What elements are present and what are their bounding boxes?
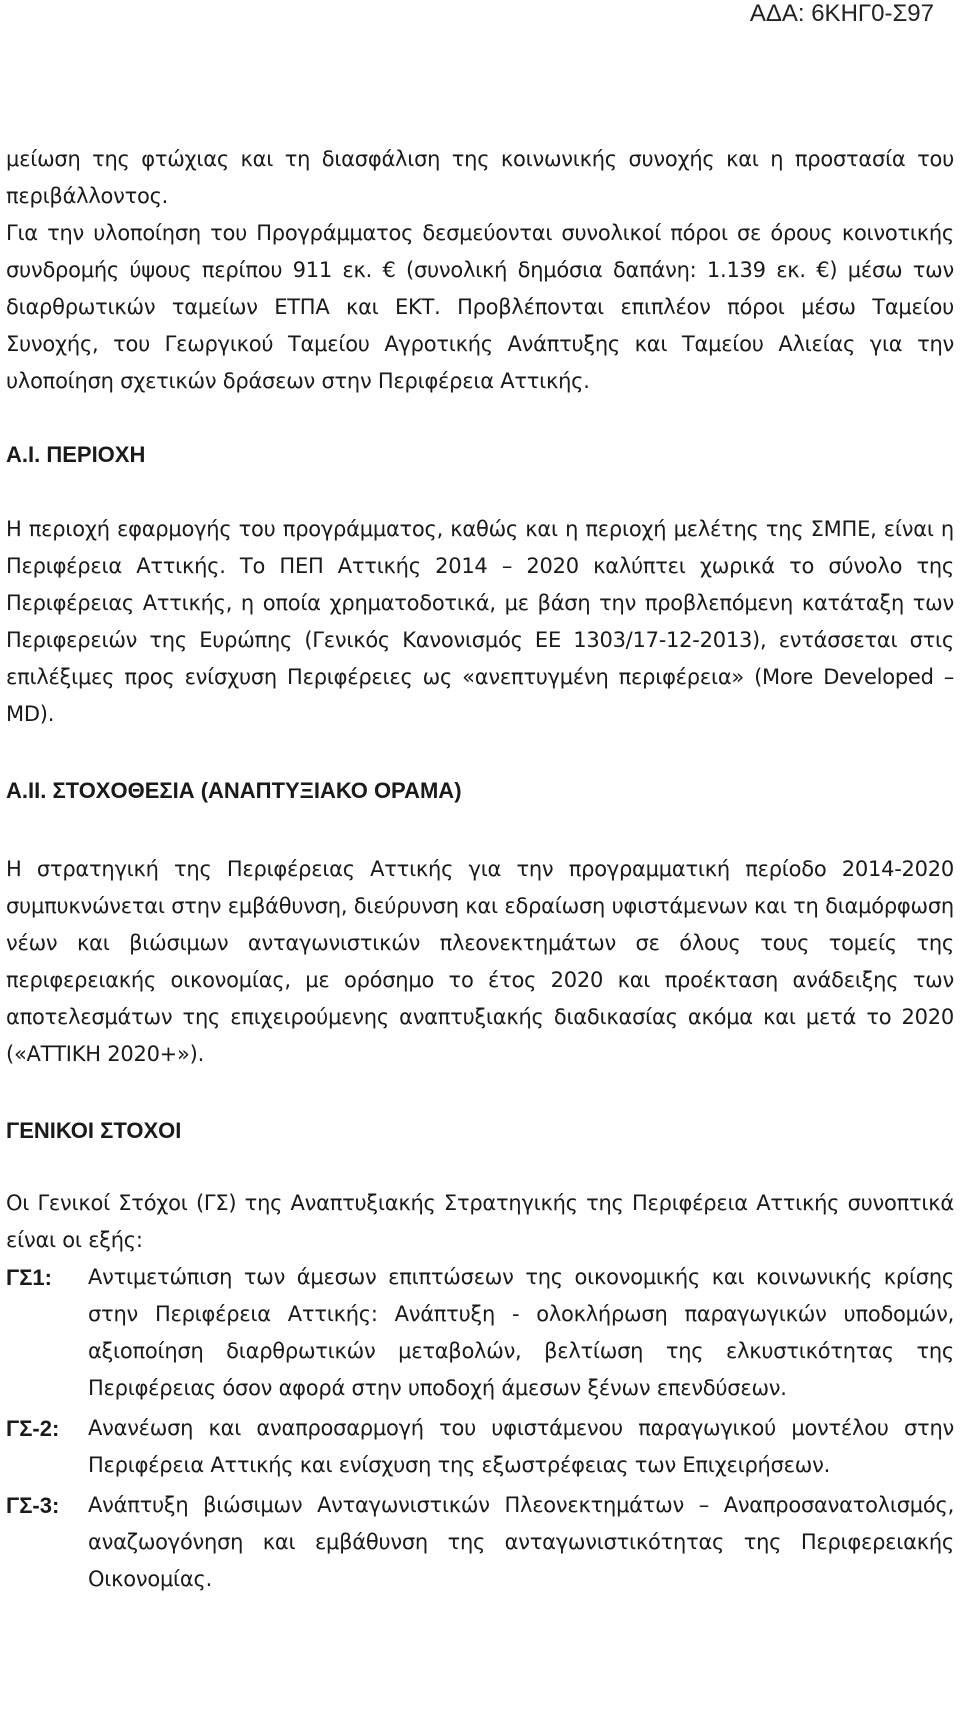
section-heading-vision: Α.ΙΙ. ΣΤΟΧΟΘΕΣΙΑ (ΑΝΑΠΤΥΞΙΑΚΟ ΟΡΑΜΑ) [6, 778, 462, 803]
spacer [6, 1149, 954, 1185]
goal-label: ΓΣ-3: [6, 1493, 60, 1518]
spacer [6, 1073, 954, 1113]
intro-paragraph-2: Για την υλοποίηση του Προγράμματος δεσμεύονται συνολικοί πόροι σε όρους κοινοτικής συνδρομής ύψους περίπου 911 εκ. € (συνολική δημόσια δαπάνη: 1.139 εκ. €) μέσω των διαρθρωτικών ταμείων ΕΤΠΑ και ΕΚΤ. Προβλέπονται επιπλέον πόροι μέσω Ταμείου Συνοχής, του Γεωργικού Ταμείου Αγροτικής Ανάπτυξης και Ταμείου Αλιείας για την υλοποίηση σχετικών δράσεων στην Περιφέρεια Αττικής. [6, 221, 954, 393]
spacer [6, 809, 954, 851]
goal-text: Αντιμετώπιση των άμεσων επιπτώσεων της οικονομικής και κοινωνικής κρίσης στην Περιφέρεια Αττικής: Ανάπτυξη - ολοκλήρωση παραγωγικών υποδομών, αξιοποίηση διαρθρωτικών μεταβολών, βελτίωση της ελκυστικότητας της Περιφέρειας όσον αφορά στην υποδοχή άμεσων ξένων επενδύσεων. [88, 1265, 954, 1400]
section-heading-area: Α.Ι. ΠΕΡΙΟΧΗ [6, 442, 146, 467]
spacer [6, 473, 954, 511]
document-body [6, 141, 954, 1598]
goal-text: Ανάπτυξη βιώσιμων Ανταγωνιστικών Πλεονεκτημάτων – Αναπροσανατολισμός, αναζωογόνηση και εμβάθυνση της ανταγωνιστικότητας της Περιφερειακής Οικονομίας. [88, 1493, 954, 1591]
section-vision-paragraph: Η στρατηγική της Περιφέρειας Αττικής για την προγραμματική περίοδο 2014-2020 συμπυκνώνεται στην εμβάθυνση, διεύρυνση και εδραίωση υφιστάμενων και τη διαμόρφωση νέων και βιώσιμων ανταγωνιστικών πλεονεκτημάτων σε όλους τους τομείς της περιφερειακής οικονομίας, με ορόσημο το έτος 2020 και προέκταση ανάδειξης των αποτελεσμάτων της επιχειρούμενης αναπτυξιακής διαδικασίας ακόμα και μετά το 2020 («ΑΤΤΙΚΗ 2020+»). [6, 857, 954, 1066]
document-id-header: ΑΔΑ: 6ΚΗΓ0-Σ97 [749, 0, 934, 27]
section-heading-goals: ΓΕΝΙΚΟΙ ΣΤΟΧΟΙ [6, 1118, 182, 1143]
goal-label: ΓΣ1: [6, 1265, 52, 1290]
goal-item-3 [6, 1487, 954, 1598]
section-area-paragraph: Η περιοχή εφαρμογής του προγράμματος, καθώς και η περιοχή μελέτης της ΣΜΠΕ, είναι η Περιφέρεια Αττικής. Το ΠΕΠ Αττικής 2014 – 2020 καλύπτει χωρικά το σύνολο της Περιφέρειας Αττικής, η οποία χρηματοδοτικά, με βάση την προβλεπόμενη κατάταξη των Περιφερειών της Ευρώπης (Γενικός Κανονισμός ΕΕ 1303/17-12-2013), εντάσσεται στις επιλέξιμες προς ενίσχυση Περιφέρειες ως «ανεπτυγμένη περιφέρεια» (More Developed – MD). [6, 517, 954, 726]
goal-label: ΓΣ-2: [6, 1416, 60, 1441]
goal-text: Ανανέωση και αναπροσαρμογή του υφιστάμενου παραγωγικού μοντέλου στην Περιφέρεια Αττικής και ενίσχυση της εξωστρέφειας των Επιχειρήσεων. [88, 1416, 954, 1477]
spacer [6, 400, 954, 437]
goal-item-2 [6, 1410, 954, 1484]
section-goals-intro: Οι Γενικοί Στόχοι (ΓΣ) της Αναπτυξιακής Στρατηγικής της Περιφέρεια Αττικής συνοπτικά είναι οι εξής: [6, 1191, 954, 1252]
intro-paragraph-1: μείωση της φτώχιας και τη διασφάλιση της κοινωνικής συνοχής και η προστασία του περιβάλλοντος. [6, 147, 954, 208]
spacer [6, 733, 954, 773]
goal-item-1 [6, 1259, 954, 1407]
